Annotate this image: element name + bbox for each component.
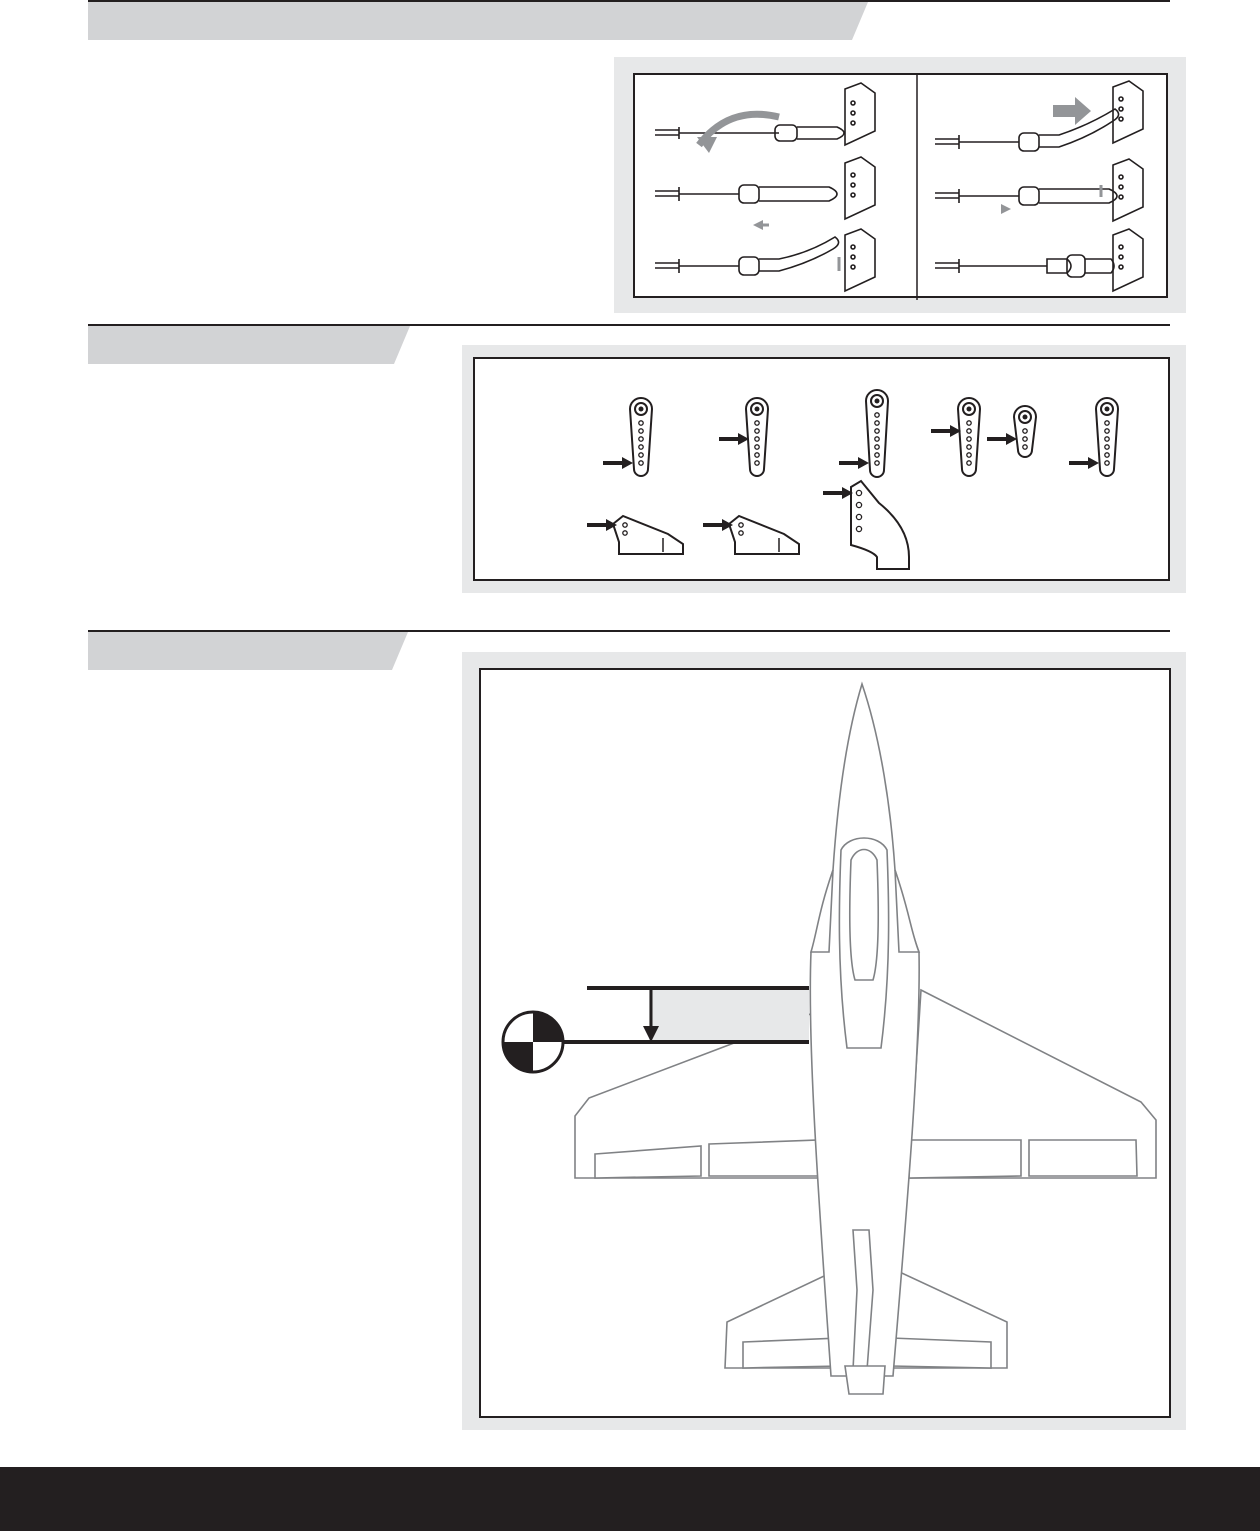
aircraft-top-view [481,670,1173,1420]
section-3-tab [0,0,1260,680]
cg-symbol-icon [503,1012,563,1072]
page-footer-bar [0,1467,1260,1531]
cg-range-band [649,988,809,1042]
cg-figure-frame [479,668,1171,1418]
cg-figure-panel [462,652,1186,1430]
